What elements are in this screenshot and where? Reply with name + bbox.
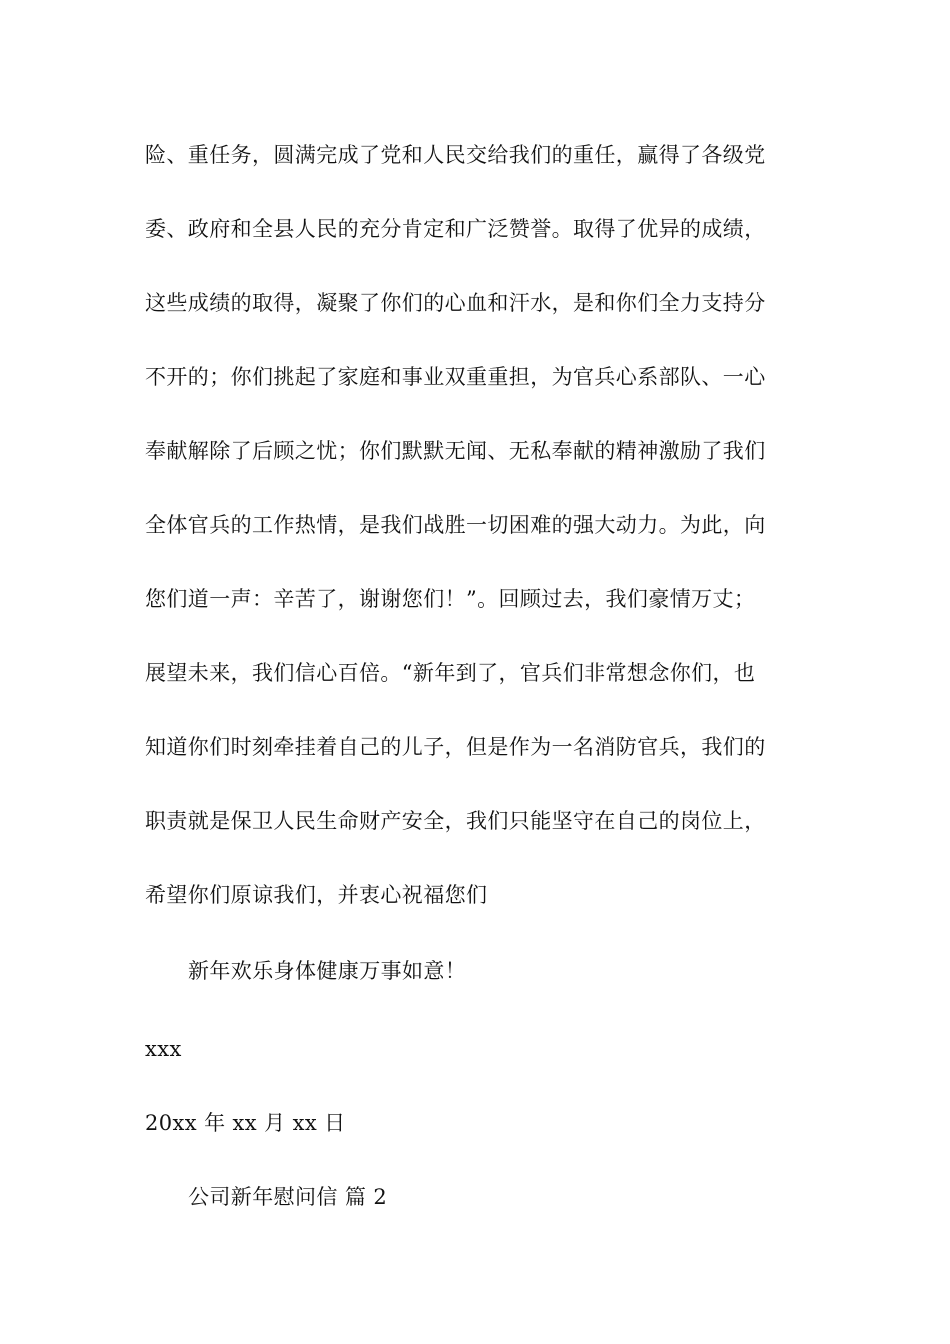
paragraph-line-8: 展望未来，我们信心百倍。“新年到了，官兵们非常想念你们，也 — [145, 661, 756, 685]
paragraph-line-5: 奉献解除了后顾之忧；你们默默无闻、无私奉献的精神激励了我们 — [145, 439, 766, 463]
next-section-title: 公司新年慰问信 篇 2 — [188, 1185, 388, 1209]
paragraph-line-9: 知道你们时刻牵挂着自己的儿子，但是作为一名消防官兵，我们的 — [145, 735, 766, 759]
paragraph-line-2: 委、政府和全县人民的充分肯定和广泛赞誉。取得了优异的成绩， — [145, 217, 766, 241]
letter-date: 20xx 年 xx 月 xx 日 — [145, 1111, 346, 1135]
greeting: 新年欢乐身体健康万事如意！ — [188, 959, 467, 983]
signature: xxx — [145, 1037, 182, 1061]
paragraph-line-11: 希望你们原谅我们，并衷心祝福您们 — [145, 883, 488, 907]
paragraph-line-7: 您们道一声：辛苦了，谢谢您们！”。回顾过去，我们豪情万丈； — [145, 587, 756, 611]
paragraph-line-4: 不开的；你们挑起了家庭和事业双重重担，为官兵心系部队、一心 — [145, 365, 766, 389]
paragraph-line-6: 全体官兵的工作热情，是我们战胜一切困难的强大动力。为此，向 — [145, 513, 766, 537]
paragraph-line-3: 这些成绩的取得，凝聚了你们的心血和汗水，是和你们全力支持分 — [145, 291, 766, 315]
paragraph-line-1: 险、重任务，圆满完成了党和人民交给我们的重任，赢得了各级党 — [145, 143, 766, 167]
paragraph-line-10: 职责就是保卫人民生命财产安全，我们只能坚守在自己的岗位上， — [145, 809, 766, 833]
